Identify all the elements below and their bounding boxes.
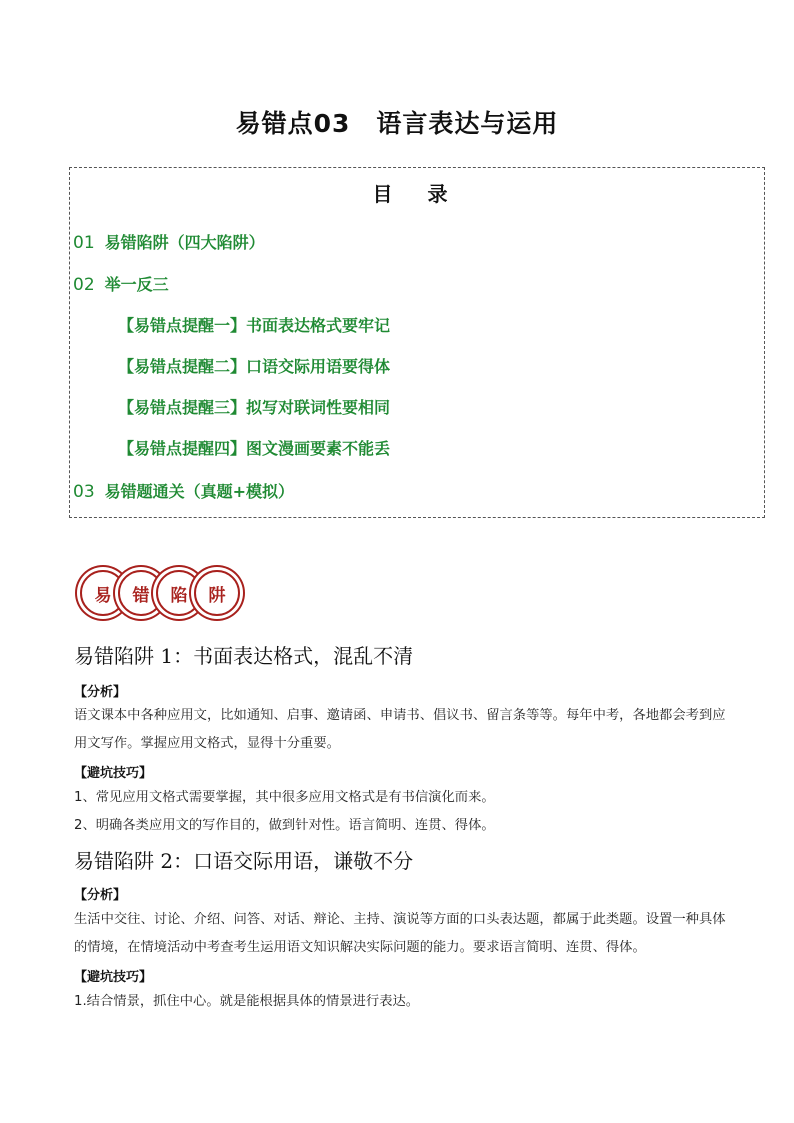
toc-item-number: 03 [73, 482, 95, 502]
toc-item-reminder-2[interactable] [118, 354, 390, 377]
badge-char: 陷 [156, 570, 202, 616]
toc-item-label: 【易错点提醒四】图文漫画要素不能丢 [118, 439, 391, 458]
toc-item-practice[interactable] [73, 479, 294, 502]
toc-item-label: 易错陷阱（四大陷阱） [104, 233, 265, 252]
toc-item-examples[interactable] [73, 272, 169, 295]
section-badge [78, 568, 240, 620]
badge-char: 阱 [194, 570, 240, 616]
tips-label: 【避坑技巧】 [74, 766, 153, 781]
tips-label: 【避坑技巧】 [74, 970, 153, 985]
badge-char: 易 [80, 570, 126, 616]
tip-item: 1.结合情景，抓住中心。就是能根据具体的情景进行表达。 [74, 994, 420, 1009]
analysis-label: 【分析】 [74, 685, 127, 700]
trap-heading: 易错陷阱 2：口语交际用语，谦敬不分 [74, 849, 414, 873]
toc-item-number: 01 [73, 233, 95, 253]
toc-item-label: 举一反三 [104, 275, 169, 294]
toc-item-label: 【易错点提醒三】拟写对联词性要相同 [118, 398, 391, 417]
tip-item: 2、明确各类应用文的写作目的，做到针对性。语言简明、连贯、得体。 [74, 818, 495, 833]
page-title: 易错点03 语言表达与运用 [235, 109, 559, 138]
table-of-contents [69, 167, 765, 518]
trap-heading: 易错陷阱 1：书面表达格式，混乱不清 [74, 644, 414, 668]
toc-item-number: 02 [73, 275, 95, 295]
toc-item-reminder-1[interactable] [118, 313, 390, 336]
toc-item-label: 【易错点提醒二】口语交际用语要得体 [118, 357, 391, 376]
toc-item-label: 【易错点提醒一】书面表达格式要牢记 [118, 316, 391, 335]
toc-item-reminder-3[interactable] [118, 395, 390, 418]
badge-char: 错 [118, 570, 164, 616]
toc-item-traps[interactable] [73, 230, 265, 253]
analysis-text: 语文课本中各种应用文，比如通知、启事、邀请函、申请书、倡议书、留言条等等。每年中考，各地都会考到应用文写作。掌握应用文格式，显得十分重要。 [74, 708, 726, 751]
analysis-text: 生活中交往、讨论、介绍、问答、对话、辩论、主持、演说等方面的口头表达题，都属于此类题。设置一种具体的情境，在情境活动中考查考生运用语文知识解决实际问题的能力。要求语言简明、连贯、得体。 [74, 912, 726, 955]
toc-item-label: 易错题通关（真题+模拟） [104, 482, 295, 501]
toc-item-reminder-4[interactable] [118, 436, 390, 459]
analysis-label: 【分析】 [74, 888, 127, 903]
tip-item: 1、常见应用文格式需要掌握，其中很多应用文格式是有书信演化而来。 [74, 790, 495, 805]
toc-heading: 目 录 [372, 182, 462, 206]
